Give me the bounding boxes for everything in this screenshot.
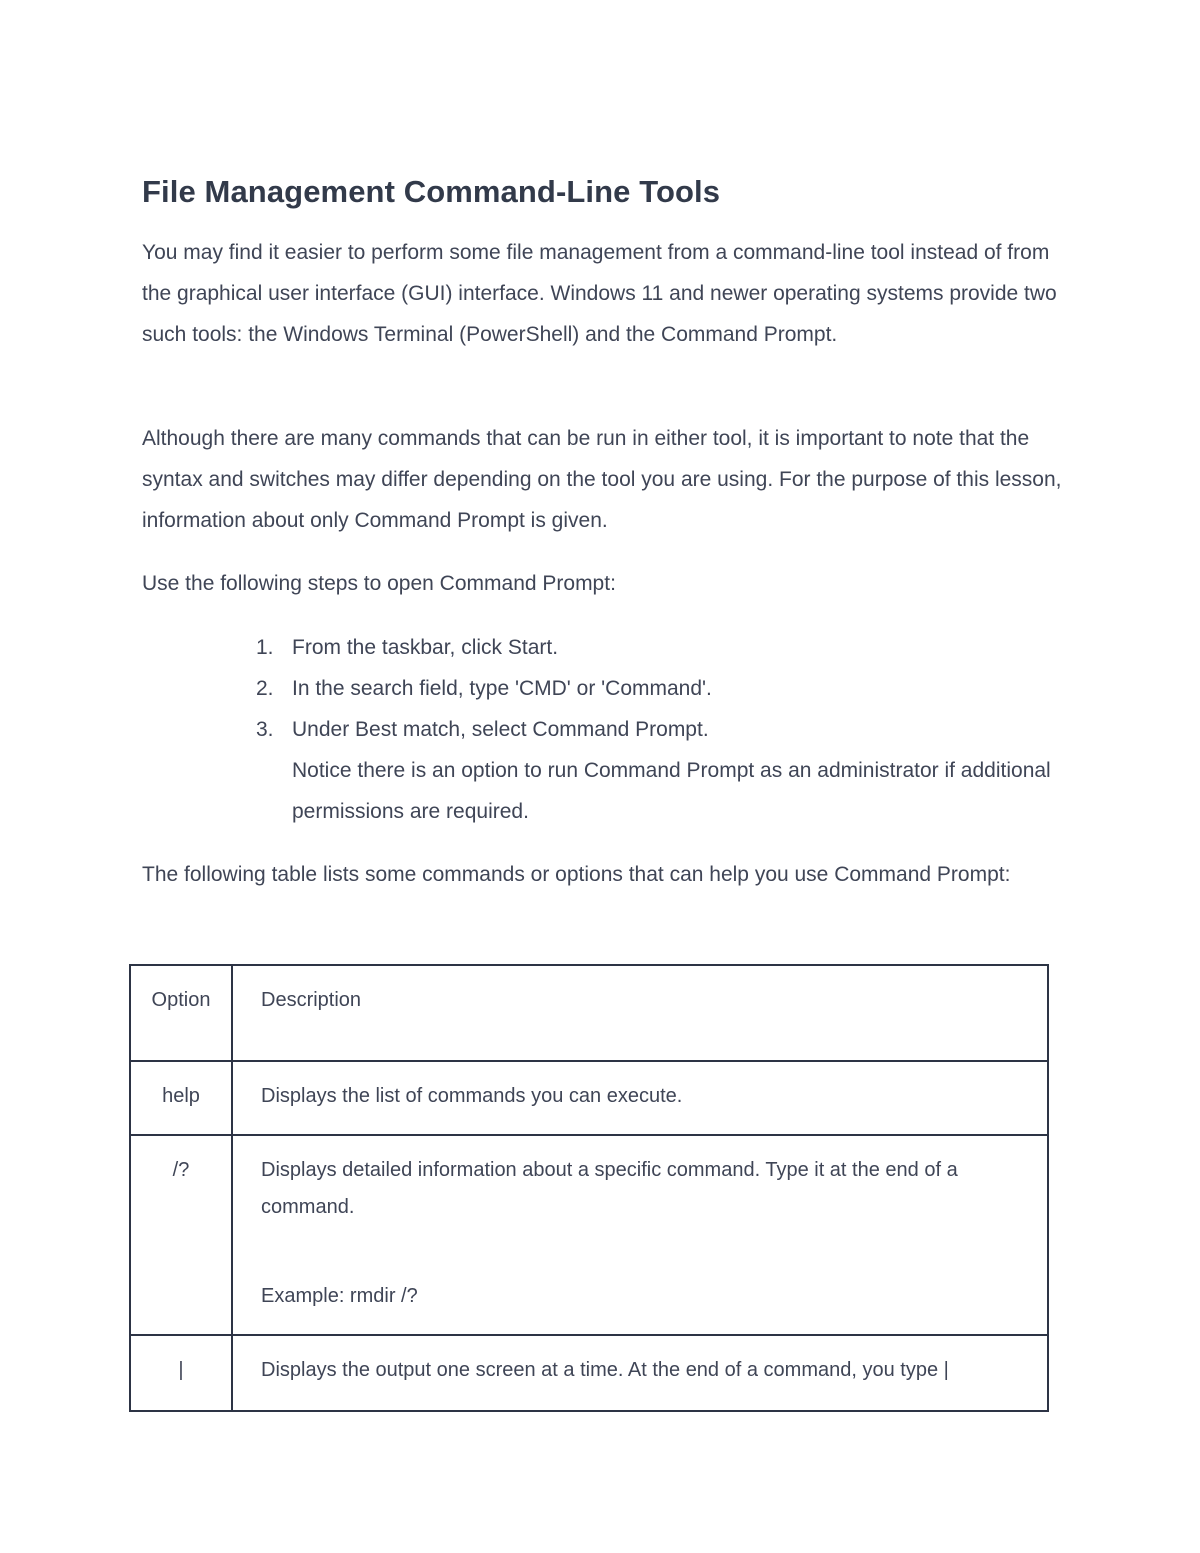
list-item — [252, 709, 1052, 832]
description-cell — [232, 1135, 1048, 1335]
steps-intro-paragraph: Use the following steps to open Command Prompt: — [142, 572, 616, 595]
option-cell: | — [130, 1335, 232, 1411]
step-note: Notice there is an option to run Command Prompt as an administrator if additional permissions are required. — [292, 759, 1051, 823]
step-number: 3. — [256, 718, 274, 741]
option-cell: help — [130, 1061, 232, 1135]
list-item — [252, 668, 1052, 709]
step-text: From the taskbar, click Start. — [292, 636, 559, 659]
step-number: 2. — [256, 677, 274, 700]
example-text: Example: rmdir /? — [261, 1285, 418, 1307]
table-row — [130, 1061, 1048, 1135]
list-item — [252, 627, 1052, 668]
steps-list — [252, 627, 1052, 832]
description-cell: Displays the list of commands you can execute. — [232, 1061, 1048, 1135]
description-cell: Displays the output one screen at a time. At the end of a command, you type | — [232, 1335, 1048, 1411]
header-description: Description — [232, 965, 1048, 1061]
syntax-note-paragraph: Although there are many commands that can be run in either tool, it is important to note that the syntax and switches may differ depending on the tool you are using. For the purpose of this lesson, information about only Command Prompt is given. — [142, 427, 1062, 532]
option-cell: /? — [130, 1135, 232, 1335]
page-title: File Management Command-Line Tools — [142, 174, 721, 209]
step-number: 1. — [256, 636, 274, 659]
table-row — [130, 1335, 1048, 1411]
header-option: Option — [130, 965, 232, 1061]
commands-table — [129, 964, 1049, 1412]
table-header-row — [130, 965, 1048, 1061]
description-text: Displays detailed information about a specific command. Type it at the end of a command. — [261, 1159, 958, 1218]
step-text: In the search field, type 'CMD' or 'Command'. — [292, 677, 712, 700]
step-text: Under Best match, select Command Prompt. — [292, 718, 709, 741]
intro-paragraph: You may find it easier to perform some file management from a command-line tool instead of from the graphical user interface (GUI) interface. Windows 11 and newer operating systems provide two such tools: the Windows Terminal (PowerShell) and the Command Prompt. — [142, 241, 1057, 346]
table-intro-paragraph: The following table lists some commands or options that can help you use Command Prompt: — [142, 863, 1011, 886]
table-row — [130, 1135, 1048, 1335]
